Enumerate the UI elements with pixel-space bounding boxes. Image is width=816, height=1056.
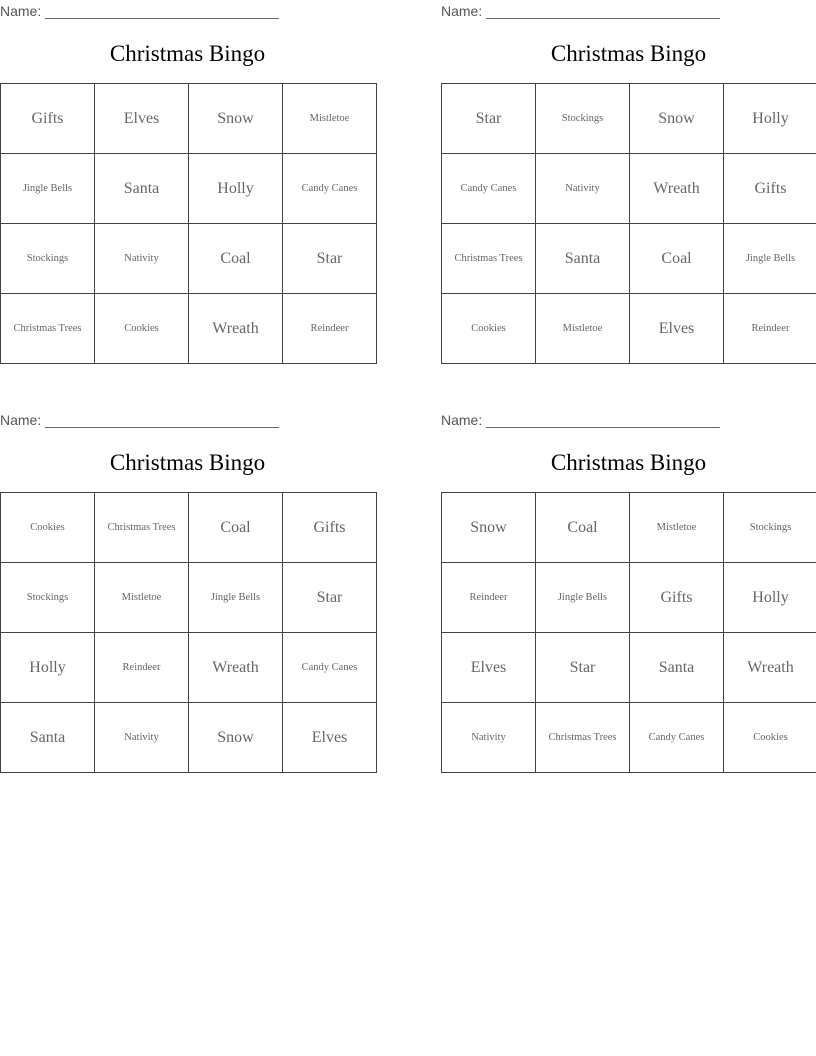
bingo-cell: Mistletoe	[630, 493, 724, 563]
bingo-cell: Stockings	[1, 563, 95, 633]
bingo-grid	[0, 83, 377, 364]
bingo-grid	[441, 492, 816, 773]
bingo-cell: Snow	[630, 84, 724, 154]
bingo-cell: Snow	[189, 703, 283, 773]
bingo-cell: Gifts	[1, 84, 95, 154]
grid-row	[1, 154, 377, 224]
bingo-cell: Cookies	[1, 493, 95, 563]
bingo-cell: Holly	[724, 563, 816, 633]
bingo-cell: Candy Canes	[442, 154, 536, 224]
bingo-cell: Star	[536, 633, 630, 703]
bingo-cell: Candy Canes	[283, 154, 377, 224]
bingo-cell: Gifts	[630, 563, 724, 633]
bingo-cell: Wreath	[630, 154, 724, 224]
bingo-cell: Gifts	[283, 493, 377, 563]
bingo-cell: Elves	[630, 294, 724, 364]
bingo-cell: Christmas Trees	[1, 294, 95, 364]
bingo-cell: Jingle Bells	[1, 154, 95, 224]
bingo-cell: Holly	[1, 633, 95, 703]
bingo-cell: Snow	[189, 84, 283, 154]
grid-row	[1, 703, 377, 773]
bingo-cell: Wreath	[189, 294, 283, 364]
bingo-cell: Nativity	[536, 154, 630, 224]
bingo-cell: Coal	[189, 224, 283, 294]
card-title: Christmas Bingo	[109, 450, 266, 475]
bingo-cell: Elves	[442, 633, 536, 703]
grid-row	[442, 703, 816, 773]
bingo-cell: Stockings	[1, 224, 95, 294]
bingo-cell: Reindeer	[442, 563, 536, 633]
bingo-cell: Nativity	[95, 703, 189, 773]
grid-row	[1, 563, 377, 633]
bingo-cell: Cookies	[724, 703, 816, 773]
bingo-cell: Nativity	[95, 224, 189, 294]
card-title: Christmas Bingo	[550, 450, 707, 475]
bingo-cell: Holly	[189, 154, 283, 224]
bingo-cell: Stockings	[724, 493, 816, 563]
bingo-cell: Coal	[536, 493, 630, 563]
grid-row	[442, 224, 816, 294]
bingo-cell: Jingle Bells	[536, 563, 630, 633]
grid-row	[442, 84, 816, 154]
bingo-cell: Reindeer	[283, 294, 377, 364]
bingo-cell: Santa	[1, 703, 95, 773]
grid-row	[1, 633, 377, 703]
bingo-cell: Candy Canes	[283, 633, 377, 703]
grid-row	[1, 84, 377, 154]
grid-row	[1, 224, 377, 294]
bingo-cell: Reindeer	[95, 633, 189, 703]
bingo-cell: Mistletoe	[536, 294, 630, 364]
name-field[interactable]: Name: ______________________________	[0, 3, 279, 19]
bingo-cell: Mistletoe	[283, 84, 377, 154]
bingo-cell: Jingle Bells	[189, 563, 283, 633]
grid-row	[442, 294, 816, 364]
name-field[interactable]: Name: ______________________________	[441, 412, 720, 428]
bingo-cell: Jingle Bells	[724, 224, 816, 294]
bingo-cell: Candy Canes	[630, 703, 724, 773]
bingo-cell: Santa	[95, 154, 189, 224]
bingo-cell: Christmas Trees	[536, 703, 630, 773]
bingo-cell: Elves	[283, 703, 377, 773]
bingo-cell: Mistletoe	[95, 563, 189, 633]
bingo-cell: Santa	[630, 633, 724, 703]
grid-row	[442, 154, 816, 224]
grid-row	[1, 493, 377, 563]
bingo-cell: Reindeer	[724, 294, 816, 364]
bingo-grid	[0, 492, 377, 773]
card-title: Christmas Bingo	[550, 41, 707, 66]
bingo-cell: Cookies	[95, 294, 189, 364]
grid-row	[442, 633, 816, 703]
bingo-cell: Christmas Trees	[442, 224, 536, 294]
grid-row	[442, 493, 816, 563]
grid-row	[1, 294, 377, 364]
bingo-cell: Stockings	[536, 84, 630, 154]
name-field[interactable]: Name: ______________________________	[0, 412, 279, 428]
name-field[interactable]: Name: ______________________________	[441, 3, 720, 19]
bingo-cell: Star	[442, 84, 536, 154]
bingo-grid	[441, 83, 816, 364]
bingo-cell: Holly	[724, 84, 816, 154]
bingo-cell: Cookies	[442, 294, 536, 364]
grid-row	[442, 563, 816, 633]
bingo-cell: Wreath	[189, 633, 283, 703]
bingo-cell: Santa	[536, 224, 630, 294]
bingo-cell: Elves	[95, 84, 189, 154]
bingo-cell: Wreath	[724, 633, 816, 703]
bingo-cell: Snow	[442, 493, 536, 563]
bingo-cell: Nativity	[442, 703, 536, 773]
bingo-cell: Gifts	[724, 154, 816, 224]
bingo-cell: Star	[283, 563, 377, 633]
bingo-cell: Coal	[189, 493, 283, 563]
bingo-cell: Christmas Trees	[95, 493, 189, 563]
bingo-cell: Star	[283, 224, 377, 294]
card-title: Christmas Bingo	[109, 41, 266, 66]
bingo-cell: Coal	[630, 224, 724, 294]
